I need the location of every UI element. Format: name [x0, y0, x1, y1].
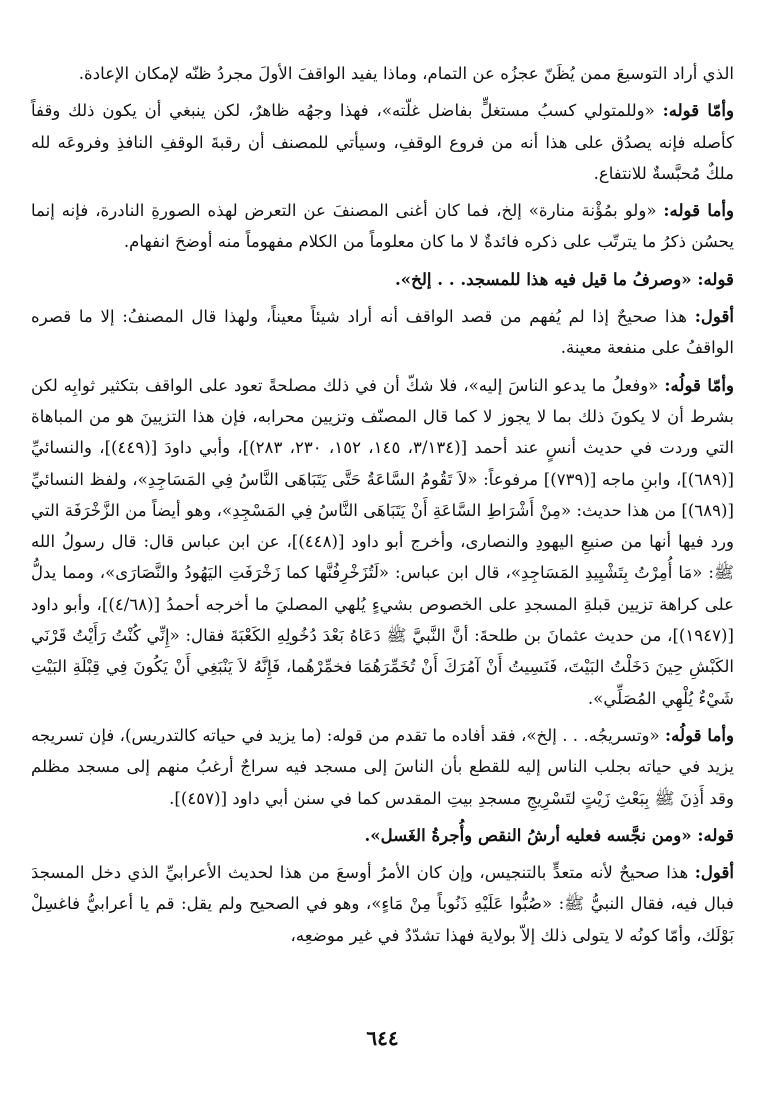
paragraph-7-lead: وأما قولُه:	[665, 724, 734, 745]
paragraph-7	[31, 720, 734, 814]
paragraph-8-lead: قوله:	[697, 824, 734, 845]
paragraph-5	[31, 301, 734, 364]
paragraph-7-text: «وتسريجُه. . . إلخ»، فقد أفاده ما تقدم من قوله: (ما يزيد في حياته كالتدريس)، فإن تسريجه يزيد في حياته بجلب الناس إليه للقطع بأن الناسَ إلى مسجد فيه سراجٌ أرغبُ منهم إلى مسجد مظلم وقد أَذِنَ ﷺ بِبَعْثِ زَيْتٍ لتَسْرِيجِ مسجدِ بيتِ المقدس كما في سنن أبي داود [(٤٥٧)].	[31, 725, 734, 808]
paragraph-9-text: هذا صحيحٌ لأنه متعدٍّ بالتنجيس، وإن كان الأمرُ أوسعَ من هذا لحديث الأعرابيِّ الذي دخل المسجدَ فبال فيه، فقال النبيُّ ﷺ: «صُبُّوا عَلَيْهِ ذَنُوباً مِنْ مَاءٍ»، وهو في الصحيح ولم يقل: قم يا أعرابيُّ فاغسِلْ بَوْلَك، وأمّا كونُه لا يتولى ذلك إلاّ بولاية فهذا تشدّدٌ في غير موضعِه،	[31, 863, 734, 945]
paragraph-6-lead: وأمّا قولُه:	[664, 374, 734, 395]
paragraph-3	[31, 195, 734, 258]
paragraph-6-text: «وفعلُ ما يدعو الناسَ إليه»، فلا شكّ أن في ذلك مصلحةً تعود على الواقف بتكثير ثوابِه لكن بشرط أن لا يكونَ ذلك بما لا يجوز لا كما قال المصنّف وتزيين محرابه، فإن هذا التزيينَ هو من المباهاة التي وردت في حديث أنسٍ عند أحمد [(٣/١٣٤، ١٤٥، ١٥٢، ٢٣٠، ٢٨٣)]، وأبي داودَ [(٤٤٩)]، والنسائيِّ [(٦٨٩)]، وابنِ ماجه [(٧٣٩)] مرفوعاً: «لاَ تَقُومُ السَّاعَةُ حَتَّى يَتَبَاهَى النَّاسُ فِي المَسَاجِدِ»، ولفظ النسائيِّ [(٦٨٩)] من هذا حديث: «مِنْ أَشْرَاطِ السَّاعَةِ أَنْ يَتَبَاهَى النَّاسُ فِي المَسْجِدِ»، وهو أيضاً من الزَّخْرَفَة التي ورد فيها أنها من صنيعِ اليهودِ والنصارى، وأخرج أبو داود [(٤٤٨)]، عن ابن عباس قال: قال رسولُ الله ﷺ: «مَا أُمِرْتُ بِتَشْيِيدِ المَسَاجِدِ»، قال ابن عباس: «لَتُزَخْرِفُنَّها كما زَخْرَفَتِ اليَهُودُ والنَّصَارَى»، ومما يدلُّ على كراهة تزيين قبلةِ المسجدِ على الخصوص بشيءٍ يُلهي المصليَ ما أخرجه أحمدُ [(٤/٦٨)]، وأبو داود [(١٩٤٧)]، من حديث عثمانَ بن طلحةَ: أنَّ النَّبيَّ ﷺ دَعَاهُ بَعْدَ دُخُولِهِ الكَعْبَةَ فقال: «إِنِّي كُنْتُ رَأَيْتُ قَرْنَي الكَبْشِ حِينَ دَخَلْتُ البَيْتَ، فَنَسِيتُ أَنْ آمُرَكَ أَنْ تُخَمِّرَهُمَا فخمِّرْهُما، فَإِنَّهُ لاَ يَنْبَغِي أَنْ يَكُونَ فِي قِبْلَةِ البَيْتِ شَيْءٌ يُلْهِي المُصَلِّي».	[31, 375, 735, 708]
paragraph-5-lead: أقول:	[694, 306, 734, 327]
paragraph-8	[31, 820, 734, 851]
paragraph-9-lead: أقول:	[694, 862, 734, 883]
paragraph-2-lead: وأمّا قوله:	[662, 100, 734, 121]
paragraph-4	[31, 264, 734, 295]
paragraph-3-text: «ولو بمُؤْنة منارة» إلخ، فما كان أغنى المصنفَ عن التعرض لهذه الصورةِ النادرة، فإنه إنما يحسُن ذكرُ ما يترتّب على ذكره فائدةٌ لا ما كان معلوماً من الكلام مفهوماً منه أوضحَ انفهام.	[31, 201, 734, 252]
page-number: ٦٤٤	[366, 1026, 399, 1050]
paragraph-2	[31, 95, 734, 189]
paragraph-1	[31, 58, 734, 89]
paragraph-3-lead: وأما قوله:	[663, 200, 734, 221]
paragraph-4-lead: قوله:	[697, 268, 734, 289]
paragraph-9	[31, 857, 734, 951]
paragraph-4-text: «وصرفُ ما قيل فيه هذا للمسجد. . . إلخ».	[394, 268, 698, 289]
paragraph-2-text: «وللمتولي كسبُ مستغلٍّ بفاضل غلّته»، فهذا وجهُه ظاهرٌ، لكن ينبغي أن يكون ذلك وقفاً كأصله فإنه يصدُق على هذا أنه من فروع الوقفِ، وسيأتي للمصنف أن رقبةَ الوقفِ النافذِ وفروعَه لله ملكٌ مُحبَّسةٌ للانتفاع.	[31, 101, 734, 183]
paragraph-8-text: «ومن نجَّسه فعليه أرشُ النقص وأُجرةُ الغَسل».	[364, 824, 698, 845]
paragraph-6	[31, 370, 734, 714]
paragraph-1-text: الذي أراد التوسيعَ ممن يُظَنّ عجزُه عن التمام، وماذا يفيد الواقفَ الأولَ مجردُ ظنّه لإمكان الإعادة.	[78, 64, 734, 83]
paragraph-5-text: هذا صحيحٌ إذا لم يُفهم من قصد الواقف أنه أراد شيئاً معيناً، ولهذا قال المصنفُ: إلا ما قصره الواقفُ على منفعة معينة.	[31, 307, 734, 358]
